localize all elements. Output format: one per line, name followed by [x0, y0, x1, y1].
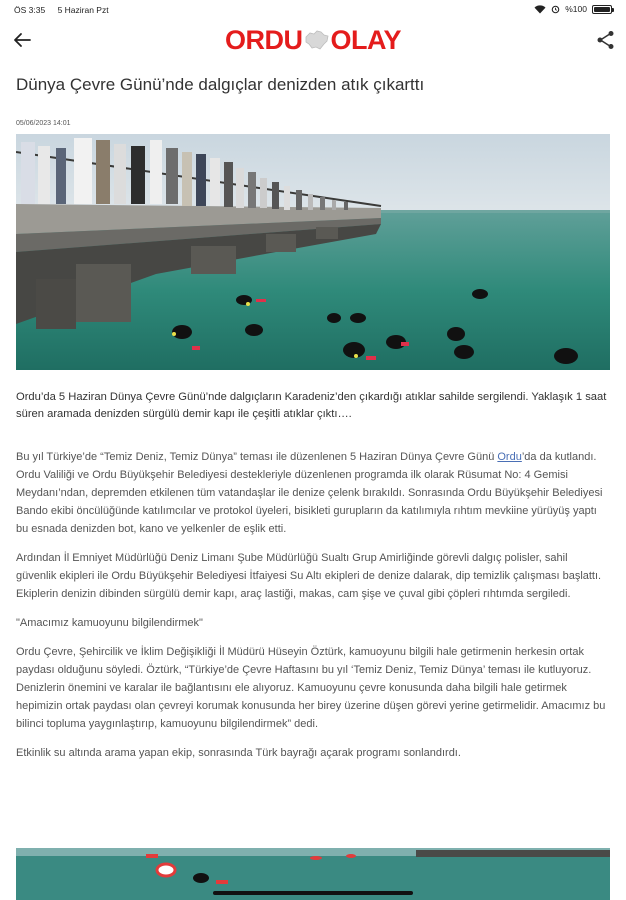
- article-date: 05/06/2023 14:01: [16, 120, 71, 127]
- status-date: 5 Haziran Pzt: [57, 5, 109, 15]
- logo-text-right: OLAY: [330, 24, 402, 55]
- map-icon: [304, 29, 330, 51]
- paragraph-text: ’da da kutlandı. Ordu Valiliği ve Ordu Büyükşehir Belediyesi destekleriyle düzenlenen programda ilk olarak Rüsumat No: 4 Gemisi Meydanı’ndan, depremden etkilenen tüm vatandaşlar ile denize çelenk bırakıldı. Sonrasında Ordu Büyükşehir Belediyesi Bando ekibi öncülüğünde katılımcılar ve protokol üyeleri, bisikleti gurupların da katılımıyla rıhtım mevkiine yürüyüş yaptı bu esnada denizden bot, kano ve yelkenler de eşlik etti.: [16, 451, 603, 535]
- ordu-link[interactable]: Ordu: [497, 451, 522, 463]
- logo-text-left: ORDU: [225, 24, 303, 55]
- app-bar: [0, 20, 626, 62]
- paragraph: Ardından İl Emniyet Müdürlüğü Deniz Limanı Şube Müdürlüğü Sualtı Grup Amirliğinde görevli dalgıç polisler, sahil güvenlik ekipleri ile Ordu Büyükşehir Belediyesi İtfaiyesi Su Altı ekipleri de denize dalarak, dip temizlik çalışması başlattı. Ekiplerin denizin dibinden sürgülü demir kapı, araç lastiği, makas, cam şişe ve çuval gibi çöpleri rıhtımda sergiledi.: [16, 552, 602, 600]
- article-title: Dünya Çevre Günü’nde dalgıçlar denizden atık çıkarttı: [16, 75, 425, 94]
- status-bar: [0, 0, 626, 20]
- paragraph: Ordu Çevre, Şehircilik ve İklim Değişikliği İl Müdürü Hüseyin Öztürk, kamuoyunu bilgili hale getirmenin herkesin ortak paydası olduğunu söyledi. Öztürk, “Türkiye’de Çevre Haftasını bu yıl ‘Temiz Deniz, Temiz Dünya’ teması ile kutluyoruz. Denizlerin önemini ve karalar ile bağlantısını ele alıyoruz. Kamuoyunu çevre konusunda daha bilgili hale getirmek hepimizin ortak paydası olan çevreyi korumak konusunda her birey üzerine düşen görevi yerine getirmelidir. Amacımız bu bilinci topluma yaygınlaştırıp, kamuoyunu bilgilendirmek” dedi.: [16, 646, 606, 730]
- home-indicator[interactable]: [213, 891, 413, 895]
- article-body: [16, 448, 610, 773]
- brand-logo[interactable]: [225, 26, 401, 54]
- paragraph-text: Bu yıl Türkiye’de “Temiz Deniz, Temiz Dünya” teması ile düzenlenen 5 Haziran Dünya Çevre Günü: [16, 451, 498, 463]
- status-time: ÖS 3:35: [14, 5, 46, 15]
- paragraph: Etkinlik su altında arama yapan ekip, sonrasında Türk bayrağı açarak programı sonlandırdı.: [16, 747, 461, 759]
- paragraph: [16, 448, 610, 538]
- battery-icon: [592, 5, 612, 14]
- share-icon[interactable]: [594, 28, 618, 52]
- hero-image[interactable]: [16, 134, 610, 370]
- alarm-icon: [551, 5, 560, 14]
- battery-percent: %100: [565, 4, 587, 14]
- article-summary: Ordu’da 5 Haziran Dünya Çevre Günü’nde dalgıçların Karadeniz’den çıkardığı atıklar sahilde sergilendi. Yaklaşık 1 saat süren aramada denizden sürgülü demir kapı ile çeşitli atıklar çıktı….: [16, 391, 607, 420]
- arrow-left-icon[interactable]: [10, 28, 34, 52]
- wifi-icon: [534, 5, 546, 14]
- subheading: "Amacımız kamuoyunu bilgilendirmek": [16, 617, 203, 629]
